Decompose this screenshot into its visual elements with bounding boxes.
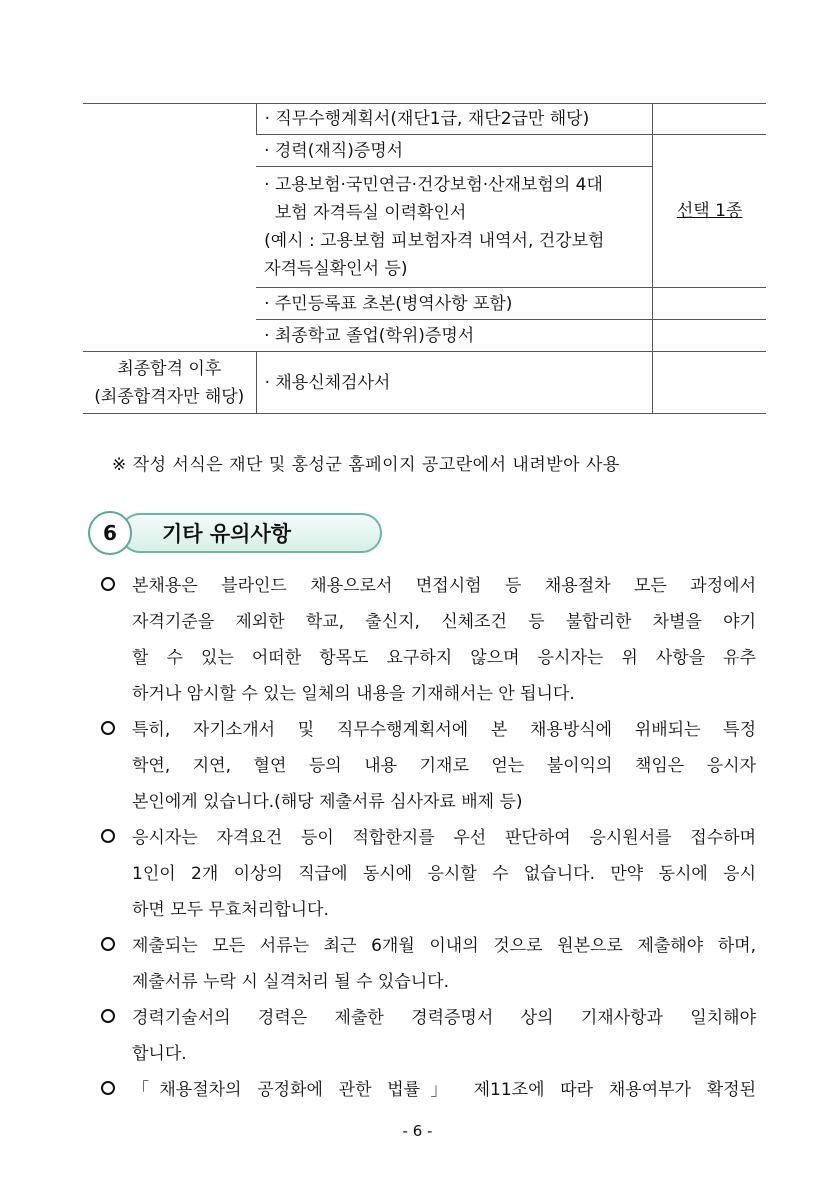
list-item: 본채용은 블라인드 채용으로서 면접시험 등 채용절차 모든 과정에서 자격기준을 제외한 학교, 출신지, 신체조건 등 불합리한 차별을 야기 할 수 있는 어떠한 항목도 요구하지 않으며 응시자는 위 사항을 유추 하거나 암시할 수 있는 일체의 내용을 기재해서는 안 됩니다. [100,568,756,712]
table-cell-document: · 직무수행계획서(재단1급, 재단2급만 해당) [256,104,653,135]
section-title: 기타 유의사항 [120,513,382,553]
circle-bullet-icon [101,1009,115,1023]
list-item: 제출되는 모든 서류는 최근 6개월 이내의 것으로 원본으로 제출해야 하며, 제출서류 누락 시 실격처리 될 수 있습니다. [100,928,756,1000]
table-cell-document: · 최종학교 졸업(학위)증명서 [256,320,653,352]
notice-list [100,568,756,1108]
list-item: 경력기술서의 경력은 제출한 경력증명서 상의 기재사항과 일치해야 합니다. [100,1000,756,1072]
table-cell-empty [653,288,766,320]
circle-bullet-icon [101,1081,115,1095]
table-cell-document: · 주민등록표 초본(병역사항 포함) [256,288,653,320]
table-cell-document: · 채용신체검사서 [256,352,653,414]
table-cell-document: · 경력(재직)증명서 [256,135,653,167]
table-cell-select [653,135,766,288]
circle-bullet-icon [101,577,115,591]
table-cell-category-empty [83,104,256,352]
table-cell-document: · 고용보험·국민연금·건강보험·산재보험의 4대 보험 자격득실 이력확인서 (예시 : 고용보험 피보험자격 내역서, 건강보험 자격득실확인서 등) [256,167,653,288]
circle-bullet-icon [101,829,115,843]
form-download-note: ※ 작성 서식은 재단 및 홍성군 홈페이지 공고란에서 내려받아 사용 [112,455,620,475]
page-number: - 6 - [402,1122,433,1140]
table-cell-empty [653,320,766,352]
circle-bullet-icon [101,937,115,951]
select-one-label: 선택 1종 [676,201,743,221]
table-cell-empty [653,104,766,135]
circle-bullet-icon [101,721,115,735]
table-cell-category: 최종합격 이후 (최종합격자만 해당) [83,352,256,414]
section-number: 6 [88,511,132,555]
list-item: 「채용절차의 공정화에 관한 법률」 제11조에 따라 채용여부가 확정된 [100,1072,756,1108]
table-cell-empty [653,352,766,414]
required-documents-table [83,103,766,414]
list-item: 응시자는 자격요건 등이 적합한지를 우선 판단하여 응시원서를 접수하며 1인이 2개 이상의 직급에 동시에 응시할 수 없습니다. 만약 동시에 응시 하면 모두 무효처리합니다. [100,820,756,928]
section-heading [88,511,388,557]
list-item: 특히, 자기소개서 및 직무수행계획서에 본 채용방식에 위배되는 특정 학연, 지연, 혈연 등의 내용 기재로 얻는 불이익의 책임은 응시자 본인에게 있습니다.(해당 제출서류 심사자료 배제 등) [100,712,756,820]
